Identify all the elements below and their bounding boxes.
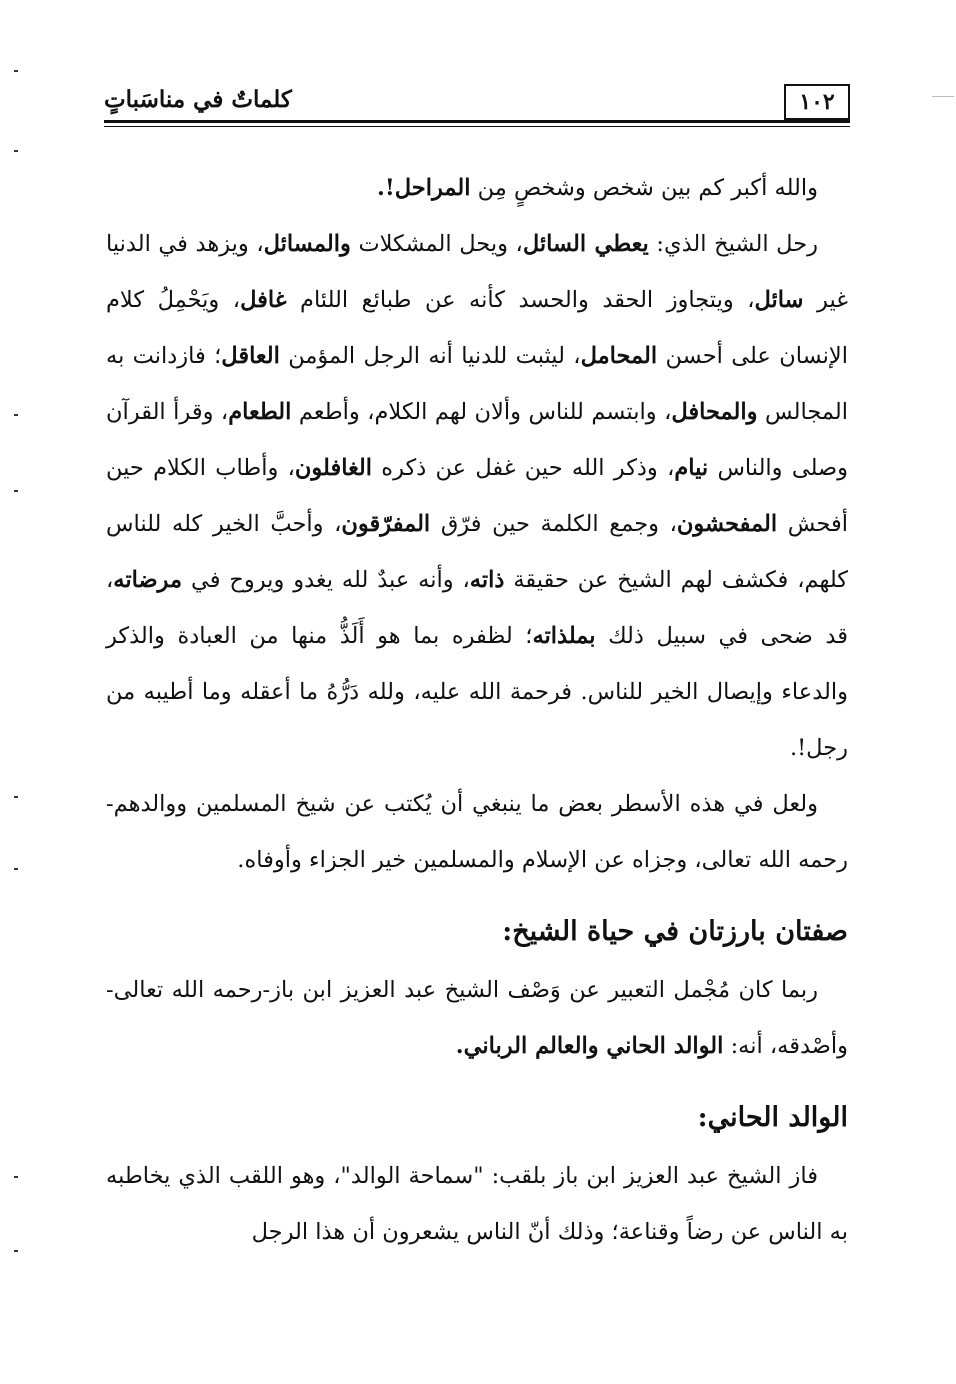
body-text — [106, 160, 848, 1260]
text-run-bold: مرضاته — [113, 567, 183, 593]
scan-mark — [14, 1250, 18, 1252]
text-run: ، وأحبَّ الخير كله للناس كلهم، فكشف لهم الشيخ عن حقيقة — [106, 511, 848, 593]
text-run: ، ويحل المشكلات — [350, 231, 523, 257]
paragraph-3 — [106, 776, 848, 888]
text-run-bold: الوالد الحاني والعالم الرباني. — [455, 1033, 724, 1059]
scan-mark — [14, 150, 18, 152]
paragraph-2 — [106, 216, 848, 776]
text-run-bold: بملذاته — [532, 623, 596, 649]
text-run: ؛ لظفره بما هو أَلَذُّ منها من العبادة والذكر والدعاء وإيصال الخير للناس. فرحمة الله عليه، ولله دَرُّهُ ما أعقله وما أطيبه من رجل!. — [106, 623, 848, 761]
paragraph-4 — [106, 962, 848, 1074]
text-run: ، وابتسم للناس وألان لهم الكلام، وأطعم — [291, 399, 672, 425]
scan-mark — [14, 490, 18, 492]
text-run: فاز الشيخ عبد العزيز ابن باز بلقب: "سماحة الوالد"، وهو اللقب الذي يخاطبه به الناس عن رضاً وقناعة؛ وذلك أنّ الناس يشعرون أن هذا الرجل — [106, 1163, 848, 1245]
text-run: ، وجمع الكلمة حين فرّق — [430, 511, 677, 537]
header-rule-thick — [104, 120, 850, 123]
subheading-two-traits: صفتان بارزتان في حياة الشيخ: — [502, 916, 848, 947]
text-run: ، ويتجاوز الحقد والحسد كأنه عن طبائع اللئام — [286, 287, 755, 313]
header-rule-thin — [104, 126, 850, 127]
text-run-bold: المفحشون — [676, 511, 778, 537]
text-run: رحل الشيخ الذي: — [648, 231, 818, 257]
text-run-bold: الطعام — [228, 399, 292, 425]
text-run: ، وأنه عبدٌ لله يغدو ويروح في — [182, 567, 470, 593]
text-run: ، وقرأ القرآن وصلى والناس — [106, 399, 848, 481]
text-run: ، ويَحْمِلُ كلام الإنسان على أحسن — [106, 287, 848, 369]
scan-mark — [14, 414, 18, 416]
text-run-bold: الغافلون — [294, 455, 373, 481]
text-run-bold: المحامل — [580, 343, 658, 369]
paragraph-5 — [106, 1148, 848, 1260]
text-run-bold: العاقل — [221, 343, 280, 369]
text-run-bold: نيام — [674, 455, 709, 481]
text-run-bold: والمسائل — [263, 231, 351, 257]
text-run: ؛ فازدانت به المجالس — [106, 343, 848, 425]
text-run: ربما كان مُجْمل التعبير عن وَصْف الشيخ عبد العزيز ابن باز-رحمه الله تعالى-وأصْدقه، أنه: — [106, 977, 848, 1059]
text-run-bold: والمحافل — [671, 399, 758, 425]
running-header — [104, 84, 850, 124]
text-run: ، ليثبت للدنيا أنه الرجل المؤمن — [279, 343, 581, 369]
text-run: ، قد ضحى في سبيل ذلك — [106, 567, 848, 649]
text-run: ولعل في هذه الأسطر بعض ما ينبغي أن يُكتب عن شيخ المسلمين ووالدهم-رحمه الله تعالى، وجزاه عن الإسلام والمسلمين خير الجزاء وأوفاه. — [106, 791, 848, 873]
text-run-bold: المراحل!. — [377, 175, 471, 201]
text-run: ، ويزهد في الدنيا غير — [106, 231, 849, 313]
text-run-bold: المفرّقون — [341, 511, 431, 537]
text-run-bold: يعطي السائل — [522, 231, 649, 257]
scan-mark — [14, 1176, 18, 1178]
running-title: كلماتٌ في مناسَباتٍ — [104, 86, 292, 113]
text-run-bold: ذاته — [469, 567, 505, 593]
page-number: ١٠٢ — [784, 84, 850, 120]
text-run: ، وأطاب الكلام حين أفحش — [106, 455, 848, 537]
paragraph-1 — [106, 160, 848, 216]
subheading-caring-father: الوالد الحاني: — [697, 1102, 848, 1133]
text-run-bold: غافل — [240, 287, 287, 313]
scan-mark — [14, 868, 18, 870]
scan-mark — [14, 70, 18, 72]
scan-edge-line — [932, 96, 954, 97]
text-run: والله أكبر كم بين شخص وشخصٍ مِن — [470, 175, 818, 201]
text-run: ، وذكر الله حين غفل عن ذكره — [372, 455, 675, 481]
scan-mark — [14, 796, 18, 798]
text-run-bold: سائل — [754, 287, 804, 313]
